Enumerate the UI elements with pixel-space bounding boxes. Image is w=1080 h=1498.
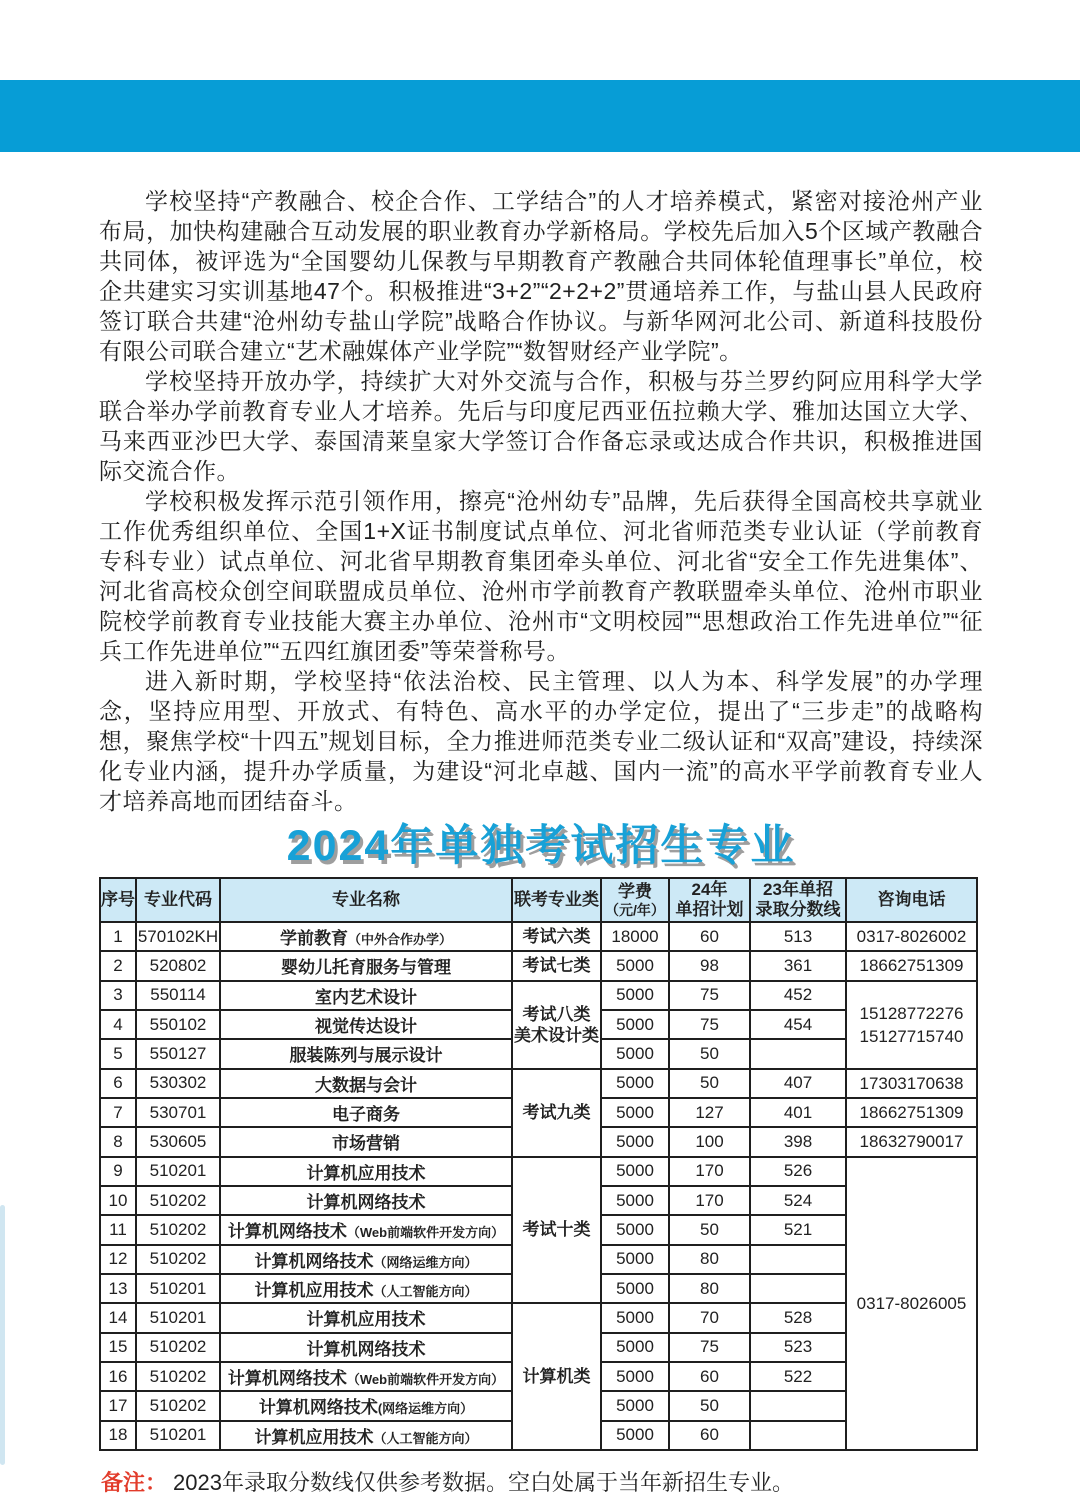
cell-phone: 18632790017: [846, 1127, 977, 1156]
cell-major-code: 570102KH: [136, 922, 220, 951]
cell-score-2023: 526: [750, 1157, 846, 1186]
cell-phone: 18662751309: [846, 951, 977, 980]
header-major-name: 专业名称: [220, 878, 512, 922]
cell-exam-category: 计算机类: [512, 1303, 601, 1450]
cell-major-code: 550114: [136, 981, 220, 1010]
cell-major-code: 510202: [136, 1391, 220, 1420]
cell-major-code: 510201: [136, 1421, 220, 1450]
cell-major-code: 520802: [136, 951, 220, 980]
cell-major-code: 510202: [136, 1333, 220, 1362]
cell-tuition: 5000: [601, 1421, 669, 1450]
cell-plan-2024: 50: [669, 1039, 750, 1068]
header-plan-2024: [669, 878, 750, 922]
table-row: [100, 922, 977, 951]
cell-score-2023: [750, 1421, 846, 1450]
cell-tuition: 5000: [601, 1391, 669, 1420]
cell-serial: 18: [100, 1421, 136, 1450]
cell-major-name: 计算机网络技术: [220, 1186, 512, 1215]
cell-score-2023: [750, 1245, 846, 1274]
cell-major-code: 510202: [136, 1186, 220, 1215]
table-header-row: [100, 878, 977, 922]
footnote: [101, 1468, 983, 1498]
cell-serial: 7: [100, 1098, 136, 1127]
cell-major-name: 计算机应用技术: [220, 1303, 512, 1332]
cell-score-2023: [750, 1039, 846, 1068]
header-tuition: [601, 878, 669, 922]
footnote-text: 2023年录取分数线仅供参考数据。空白处属于当年新招生专业。: [173, 1470, 794, 1495]
cell-serial: 9: [100, 1157, 136, 1186]
cell-major-name: 视觉传达设计: [220, 1010, 512, 1039]
header-plan-line1: 24年: [691, 880, 728, 899]
cell-major-code: 530302: [136, 1069, 220, 1098]
cell-tuition: 5000: [601, 1157, 669, 1186]
cell-major-name: 计算机应用技术（人工智能方向）: [220, 1421, 512, 1450]
cell-exam-category: 考试六类: [512, 922, 601, 951]
cell-serial: 13: [100, 1274, 136, 1303]
cell-serial: 15: [100, 1333, 136, 1362]
cell-major-name: 大数据与会计: [220, 1069, 512, 1098]
cell-major-name: 婴幼儿托育服务与管理: [220, 951, 512, 980]
cell-score-2023: 361: [750, 951, 846, 980]
cell-major-name: 学前教育（中外合作办学）: [220, 922, 512, 951]
cell-major-name: 服装陈列与展示设计: [220, 1039, 512, 1068]
cell-score-2023: 524: [750, 1186, 846, 1215]
cell-serial: 3: [100, 981, 136, 1010]
table-row: [100, 1303, 977, 1332]
cell-plan-2024: 80: [669, 1245, 750, 1274]
cell-major-code: 510201: [136, 1157, 220, 1186]
cell-plan-2024: 80: [669, 1274, 750, 1303]
cell-plan-2024: 75: [669, 1010, 750, 1039]
cell-plan-2024: 100: [669, 1127, 750, 1156]
intro-paragraph-2: 学校坚持开放办学，持续扩大对外交流与合作，积极与芬兰罗约阿应用科学大学联合举办学前教育专业人才培养。先后与印度尼西亚伍拉赖大学、雅加达国立大学、马来西亚沙巴大学、泰国清莱皇家大学签订合作备忘录或达成合作共识，积极推进国际交流合作。: [99, 368, 983, 484]
cell-major-code: 550102: [136, 1010, 220, 1039]
cell-phone: 0317-8026005: [846, 1157, 977, 1450]
header-serial: 序号: [100, 878, 136, 922]
cell-phone: 15128772276 15127715740: [846, 981, 977, 1069]
cell-major-name: 电子商务: [220, 1098, 512, 1127]
cell-plan-2024: 50: [669, 1069, 750, 1098]
admissions-table: [99, 877, 978, 1451]
cell-major-code: 510201: [136, 1274, 220, 1303]
cell-major-code: 510202: [136, 1215, 220, 1244]
cell-tuition: 5000: [601, 1069, 669, 1098]
cell-score-2023: 528: [750, 1303, 846, 1332]
cell-tuition: 5000: [601, 1186, 669, 1215]
cell-score-2023: 407: [750, 1069, 846, 1098]
cell-plan-2024: 75: [669, 1333, 750, 1362]
header-score-2023: [750, 878, 846, 922]
cell-major-name: 计算机网络技术: [220, 1333, 512, 1362]
page-content: [99, 186, 983, 1498]
cell-exam-category: 考试七类: [512, 951, 601, 980]
cell-score-2023: 398: [750, 1127, 846, 1156]
cell-major-code: 510202: [136, 1245, 220, 1274]
cell-serial: 1: [100, 922, 136, 951]
cell-score-2023: 521: [750, 1215, 846, 1244]
cell-serial: 14: [100, 1303, 136, 1332]
cell-plan-2024: 127: [669, 1098, 750, 1127]
cell-plan-2024: 170: [669, 1186, 750, 1215]
intro-paragraph-3: 学校积极发挥示范引领作用，擦亮“沧州幼专”品牌，先后获得全国高校共享就业工作优秀组织单位、全国1+X证书制度试点单位、河北省师范类专业认证（学前教育专科专业）试点单位、河北省早期教育集团牵头单位、河北省“安全工作先进集体”、河北省高校众创空间联盟成员单位、沧州市学前教育产教联盟牵头单位、沧州市职业院校学前教育专业技能大赛主办单位、沧州市“文明校园”“思想政治工作先进单位”“征兵工作先进单位”“五四红旗团委”等荣誉称号。: [99, 488, 983, 664]
cell-serial: 10: [100, 1186, 136, 1215]
header-score-line1: 23年单招: [763, 880, 833, 899]
cell-tuition: 5000: [601, 1333, 669, 1362]
cell-phone: 17303170638: [846, 1069, 977, 1098]
cell-score-2023: 401: [750, 1098, 846, 1127]
cell-major-name: 计算机网络技术（网络运维方向）: [220, 1245, 512, 1274]
cell-major-name: 室内艺术设计: [220, 981, 512, 1010]
header-exam-category: 联考专业类: [512, 878, 601, 922]
table-row: [100, 1157, 977, 1186]
header-plan-line2: 单招计划: [675, 900, 744, 919]
cell-serial: 4: [100, 1010, 136, 1039]
cell-serial: 8: [100, 1127, 136, 1156]
cell-major-name: 市场营销: [220, 1127, 512, 1156]
cell-exam-category: 考试十类: [512, 1157, 601, 1304]
section-title: 2024年单独考试招生专业: [286, 822, 796, 870]
cell-major-name: 计算机网络技术（Web前端软件开发方向）: [220, 1215, 512, 1244]
cell-tuition: 5000: [601, 1362, 669, 1391]
cell-tuition: 5000: [601, 1215, 669, 1244]
cell-plan-2024: 70: [669, 1303, 750, 1332]
header-phone: 咨询电话: [846, 878, 977, 922]
cell-plan-2024: 50: [669, 1215, 750, 1244]
cell-tuition: 5000: [601, 1039, 669, 1068]
intro-paragraph-4: 进入新时期，学校坚持“依法治校、民主管理、以人为本、科学发展”的办学理念，坚持应用型、开放式、有特色、高水平的办学定位，提出了“三步走”的战略构想，聚焦学校“十四五”规划目标，全力推进师范类专业二级认证和“双高”建设，持续深化专业内涵，提升办学质量，为建设“河北卓越、国内一流”的高水平学前教育专业人才培养高地而团结奋斗。: [99, 668, 983, 814]
cell-major-code: 510201: [136, 1303, 220, 1332]
cell-tuition: 5000: [601, 951, 669, 980]
header-score-line2: 录取分数线: [755, 900, 841, 919]
cell-serial: 11: [100, 1215, 136, 1244]
cell-score-2023: [750, 1274, 846, 1303]
cell-tuition: 5000: [601, 1245, 669, 1274]
cell-score-2023: 523: [750, 1333, 846, 1362]
cell-major-code: 510202: [136, 1362, 220, 1391]
cell-major-name: 计算机应用技术: [220, 1157, 512, 1186]
cell-serial: 2: [100, 951, 136, 980]
cell-exam-category: 考试八类 美术设计类: [512, 981, 601, 1069]
cell-score-2023: [750, 1391, 846, 1420]
header-tuition-main: 学费: [618, 881, 652, 901]
cell-phone: 0317-8026002: [846, 922, 977, 951]
cell-serial: 16: [100, 1362, 136, 1391]
cell-phone: 18662751309: [846, 1098, 977, 1127]
cell-serial: 12: [100, 1245, 136, 1274]
table-row: [100, 981, 977, 1010]
cell-score-2023: 454: [750, 1010, 846, 1039]
cell-major-code: 530701: [136, 1098, 220, 1127]
header-major-code: 专业代码: [136, 878, 220, 922]
cell-serial: 17: [100, 1391, 136, 1420]
cell-score-2023: 522: [750, 1362, 846, 1391]
table-row: [100, 1069, 977, 1098]
intro-paragraph-1: 学校坚持“产教融合、校企合作、工学结合”的人才培养模式，紧密对接沧州产业布局，加快构建融合互动发展的职业教育办学新格局。学校先后加入5个区域产教融合共同体，被评选为“全国婴幼儿保教与早期教育产教融合共同体轮值理事长”单位，校企共建实习实训基地47个。积极推进“3+2”“2+2+2”贯通培养工作，与盐山县人民政府签订联合共建“沧州幼专盐山学院”战略合作协议。与新华网河北公司、新道科技股份有限公司联合建立“艺术融媒体产业学院”“数智财经产业学院”。: [99, 188, 983, 364]
cell-plan-2024: 75: [669, 981, 750, 1010]
cell-tuition: 5000: [601, 1010, 669, 1039]
table-row: [100, 951, 977, 980]
cell-exam-category: 考试九类: [512, 1069, 601, 1157]
cell-tuition: 5000: [601, 1303, 669, 1332]
cell-tuition: 5000: [601, 981, 669, 1010]
cell-major-code: 550127: [136, 1039, 220, 1068]
cell-plan-2024: 60: [669, 922, 750, 951]
cell-major-name: 计算机网络技术(网络运维方向）: [220, 1391, 512, 1420]
header-tuition-unit: （元/年）: [605, 901, 665, 918]
cell-plan-2024: 60: [669, 1362, 750, 1391]
cell-plan-2024: 60: [669, 1421, 750, 1450]
top-banner: [0, 80, 1080, 152]
left-edge-strip: [0, 1205, 5, 1465]
cell-plan-2024: 50: [669, 1391, 750, 1420]
cell-score-2023: 452: [750, 981, 846, 1010]
cell-plan-2024: 170: [669, 1157, 750, 1186]
cell-serial: 6: [100, 1069, 136, 1098]
cell-major-name: 计算机应用技术（人工智能方向）: [220, 1274, 512, 1303]
cell-major-code: 530605: [136, 1127, 220, 1156]
cell-tuition: 5000: [601, 1098, 669, 1127]
cell-tuition: 5000: [601, 1127, 669, 1156]
table-body: [100, 922, 977, 1450]
cell-serial: 5: [100, 1039, 136, 1068]
cell-score-2023: 513: [750, 922, 846, 951]
cell-tuition: 5000: [601, 1274, 669, 1303]
cell-major-name: 计算机网络技术（Web前端软件开发方向）: [220, 1362, 512, 1391]
cell-plan-2024: 98: [669, 951, 750, 980]
cell-tuition: 18000: [601, 922, 669, 951]
footnote-label: 备注：: [101, 1470, 168, 1495]
